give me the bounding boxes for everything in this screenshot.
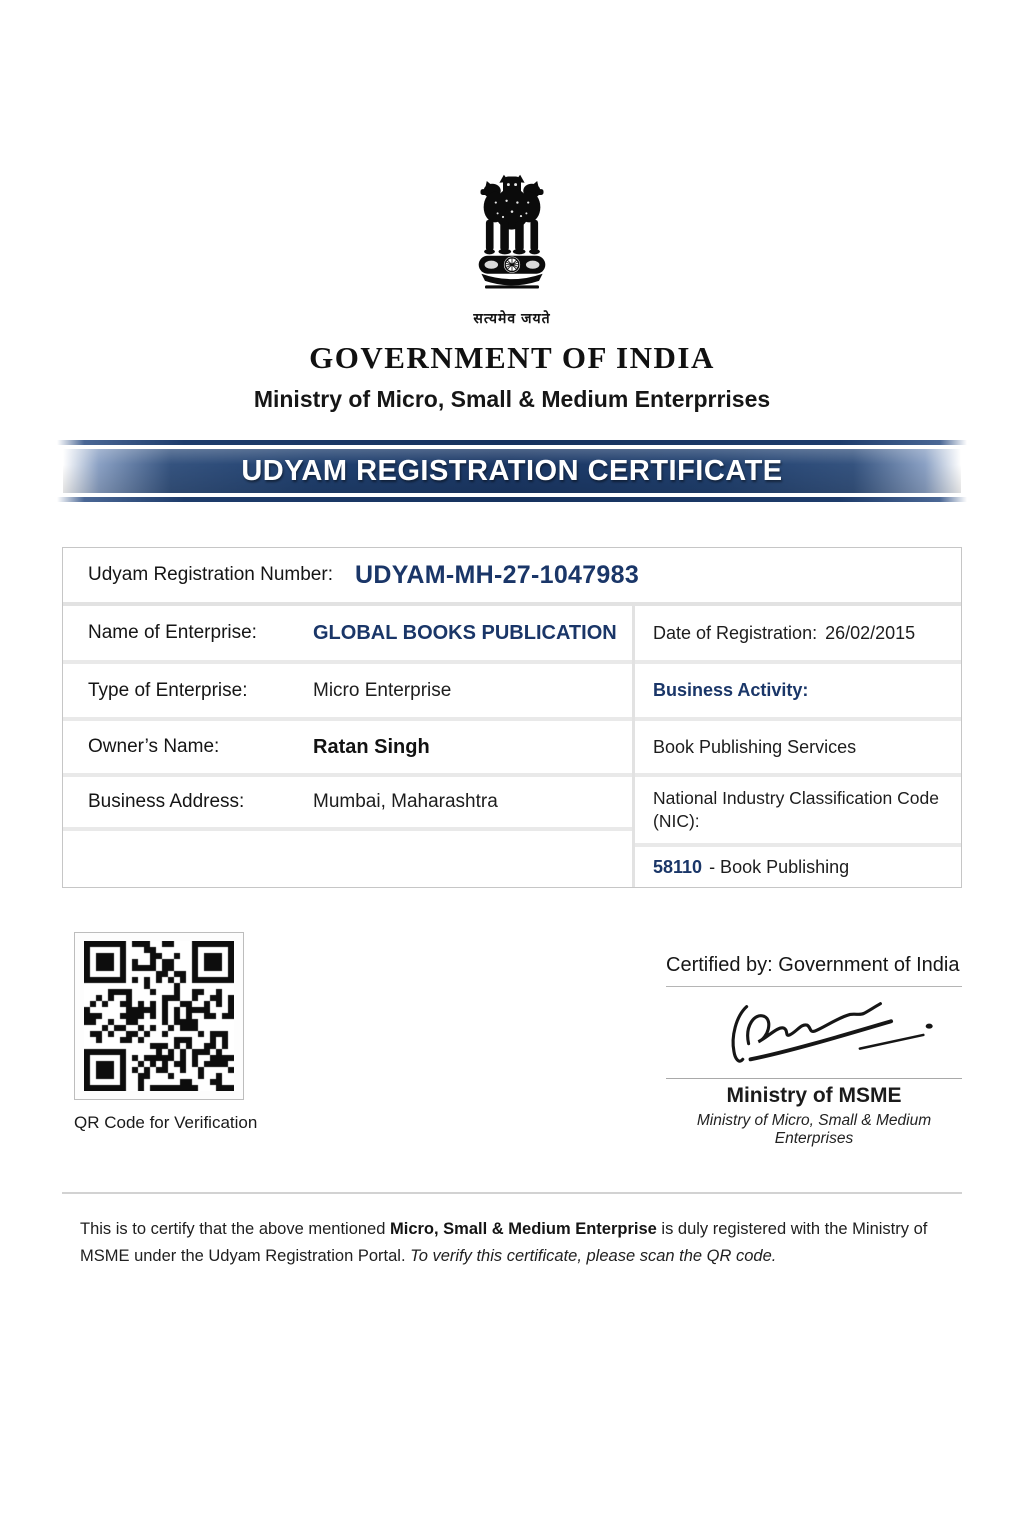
enterprise-type-label: Type of Enterprise:: [88, 679, 248, 701]
certificate-footer: [62, 1192, 962, 1270]
urn-row: [63, 548, 961, 606]
nic-code-label: National Industry Classification Code (NIC):: [653, 788, 939, 831]
enterprise-name-value: GLOBAL BOOKS PUBLICATION: [313, 621, 617, 644]
qr-caption: QR Code for Verification: [74, 1113, 258, 1132]
emblem-motto: सत्यमेव जयते: [473, 310, 551, 326]
banner-title: UDYAM REGISTRATION CERTIFICATE: [241, 454, 783, 487]
owner-name-value: Ratan Singh: [313, 735, 430, 758]
business-address-value: Mumbai, Maharashtra: [313, 791, 498, 812]
table-row: [635, 721, 961, 777]
registration-date-label: Date of Registration:: [653, 622, 818, 643]
certification-block: [666, 954, 962, 1148]
table-right-column: [635, 606, 961, 887]
verification-section: [62, 932, 962, 1148]
urn-value: UDYAM-MH-27-1047983: [354, 560, 640, 589]
qr-block: [62, 932, 257, 1148]
registration-date-value: 26/02/2015: [825, 622, 916, 643]
table-row: [63, 664, 632, 721]
business-activity-label: Business Activity:: [653, 680, 809, 700]
footer-text-part2: is duly registered with the Ministry of MSME under the Udyam Registration Portal.: [80, 1220, 928, 1266]
enterprise-name-label: Name of Enterprise:: [88, 622, 257, 643]
footer-text-part1: This is to certify that the above mentioned: [80, 1220, 390, 1238]
certifying-authority-full: Ministry of Micro, Small & Medium Enterprises: [696, 1112, 932, 1147]
table-row: [635, 664, 961, 721]
nic-code-description: - Book Publishing: [709, 856, 850, 877]
certified-by-text: Certified by: Government of India: [666, 954, 962, 987]
banner-band: [63, 449, 961, 493]
urn-label: Udyam Registration Number:: [88, 564, 333, 585]
table-left-column: [63, 606, 635, 887]
table-row: [63, 721, 632, 777]
qr-frame: [74, 932, 244, 1100]
signature-icon: [688, 991, 940, 1073]
footer-text-bold: Micro, Small & Medium Enterprise: [390, 1220, 657, 1238]
table-row: [63, 606, 632, 664]
business-activity-value: Book Publishing Services: [653, 736, 857, 757]
qr-code: [84, 941, 234, 1091]
table-row: [635, 777, 961, 847]
banner-bottom-stripe: [57, 497, 967, 502]
banner-top-stripe: [57, 440, 967, 445]
nic-code-value: 58110: [653, 856, 703, 877]
certifying-authority: Ministry of MSME: [726, 1084, 902, 1107]
table-row: [635, 606, 961, 664]
table-row: [635, 847, 961, 887]
certificate-header: [0, 0, 1024, 413]
table-row-empty: [63, 831, 632, 887]
ministry-subtitle: Ministry of Micro, Small & Medium Enterprrises: [253, 386, 771, 412]
india-national-emblem-icon: [458, 168, 566, 302]
government-title: GOVERNMENT OF INDIA: [309, 340, 715, 375]
enterprise-type-value: Micro Enterprise: [313, 679, 452, 701]
footer-certification-text: [80, 1216, 942, 1270]
owner-name-label: Owner’s Name:: [88, 736, 220, 757]
signature-area: [666, 987, 962, 1079]
registration-details-table: [62, 547, 962, 888]
table-row: [63, 777, 632, 831]
business-address-label: Business Address:: [88, 791, 245, 812]
footer-text-italic: To verify this certificate, please scan the QR code.: [410, 1247, 777, 1266]
certificate-banner: [57, 440, 967, 502]
